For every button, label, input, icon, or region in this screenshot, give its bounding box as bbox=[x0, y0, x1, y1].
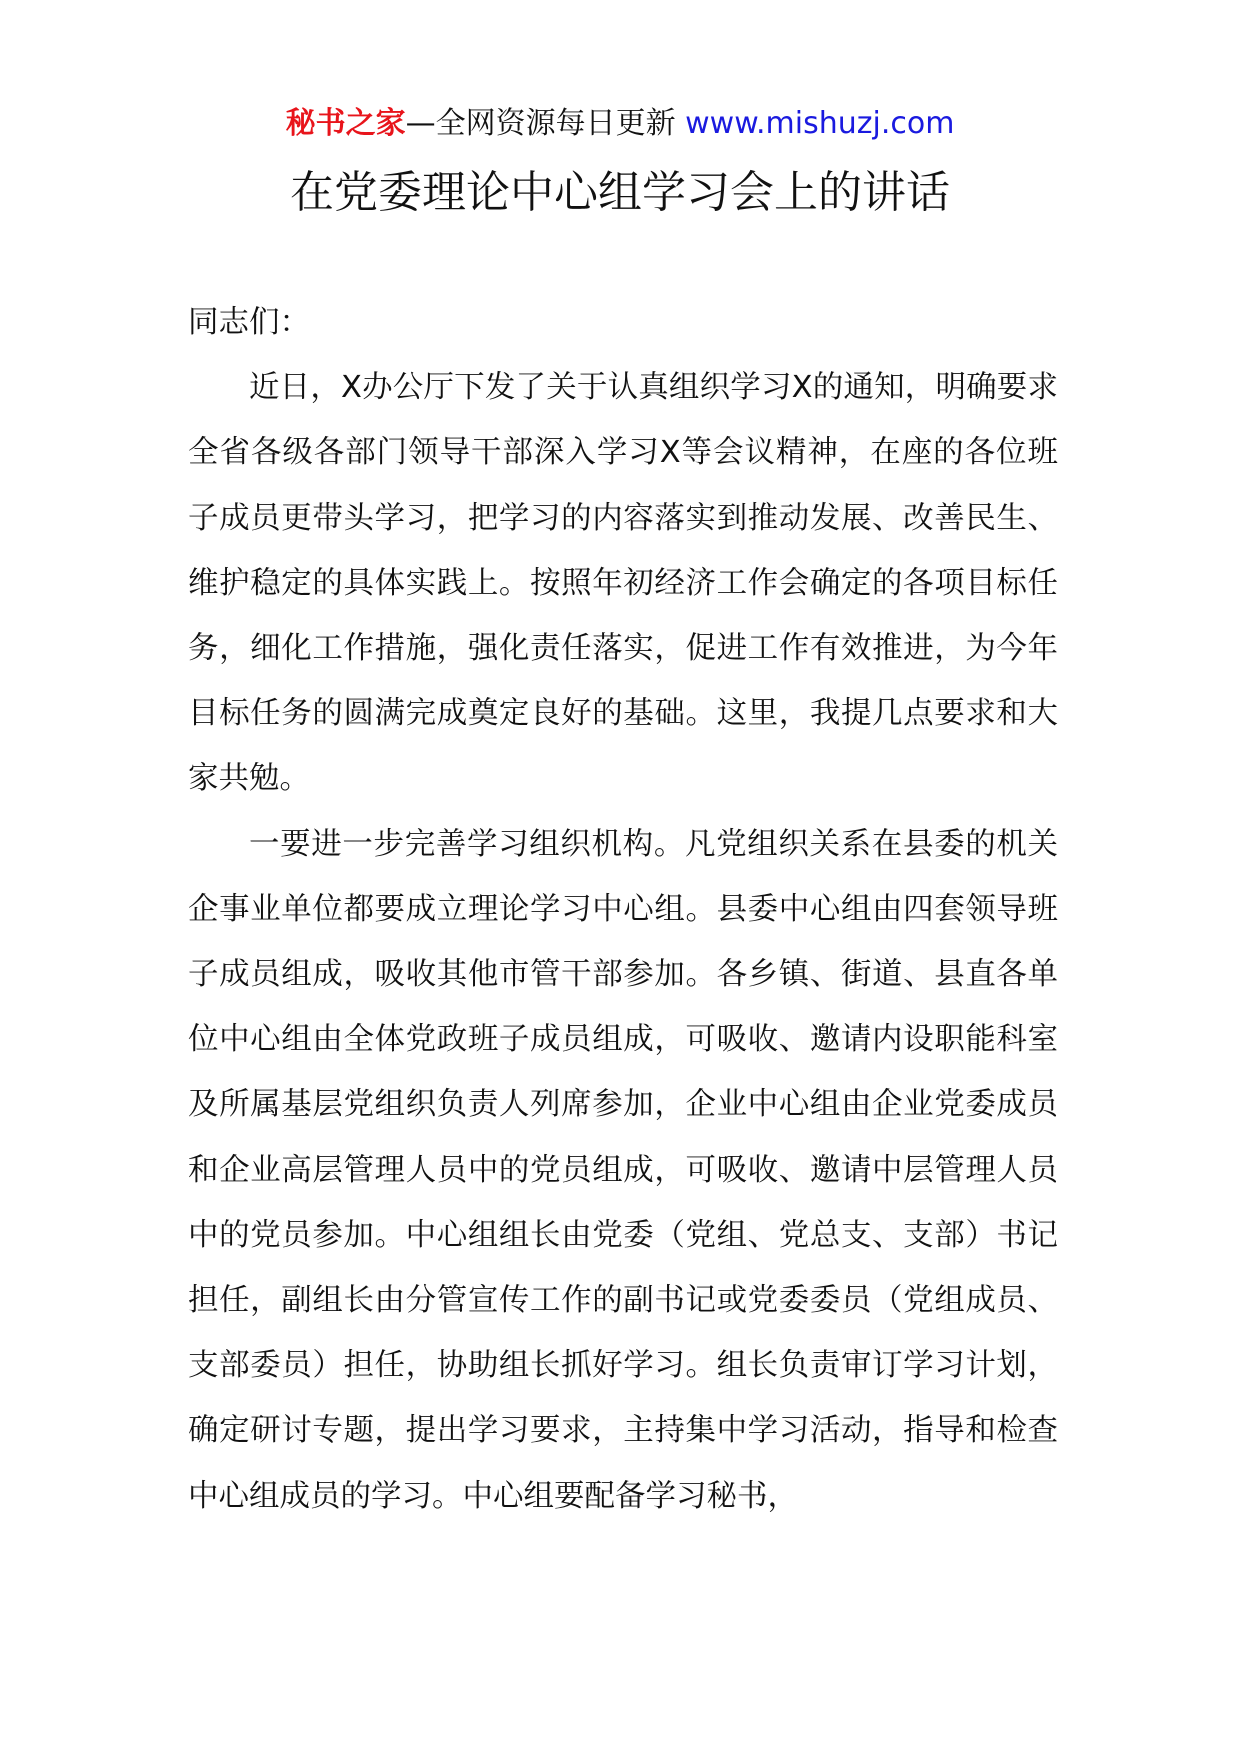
site-url-link[interactable]: www.mishuzj.com bbox=[685, 106, 955, 141]
paragraph-requirement-one: 一要进一步完善学习组织机构。凡党组织关系在县委的机关企事业单位都要成立理论学习中心组。县委中心组由四套领导班子成员组成，吸收其他市管干部参加。各乡镇、街道、县直各单位中心组由全体党政班子成员组成，可吸收、邀请内设职能科室及所属基层党组织负责人列席参加，企业中心组由企业党委成员和企业高层管理人员中的党员组成，可吸收、邀请中层管理人员中的党员参加。中心组组长由党委（党组、党总支、支部）书记担任，副组长由分管宣传工作的副书记或党委委员（党组成员、支部委员）担任，协助组长抓好学习。组长负责审订学习计划，确定研讨专题，提出学习要求，主持集中学习活动，指导和检查中心组成员的学习。中心组要配备学习秘书， bbox=[188, 826, 1058, 1514]
document-title: 在党委理论中心组学习会上的讲话 bbox=[290, 167, 950, 218]
site-header bbox=[0, 100, 1240, 148]
site-brand: 秘书之家 bbox=[285, 106, 406, 141]
site-tagline: —全网资源每日更新 bbox=[405, 106, 686, 141]
paragraph-intro: 近日，X办公厅下发了关于认真组织学习X的通知，明确要求全省各级各部门领导干部深入学习X等会议精神，在座的各位班子成员更带头学习，把学习的内容落实到推动发展、改善民生、维护稳定的具体实践上。按照年初经济工作会确定的各项目标任务，细化工作措施，强化责任落实，促进工作有效推进，为今年目标任务的圆满完成奠定良好的基础。这里，我提几点要求和大家共勉。 bbox=[188, 370, 1058, 797]
salutation: 同志们： bbox=[188, 305, 310, 340]
document-body bbox=[188, 290, 1058, 1529]
